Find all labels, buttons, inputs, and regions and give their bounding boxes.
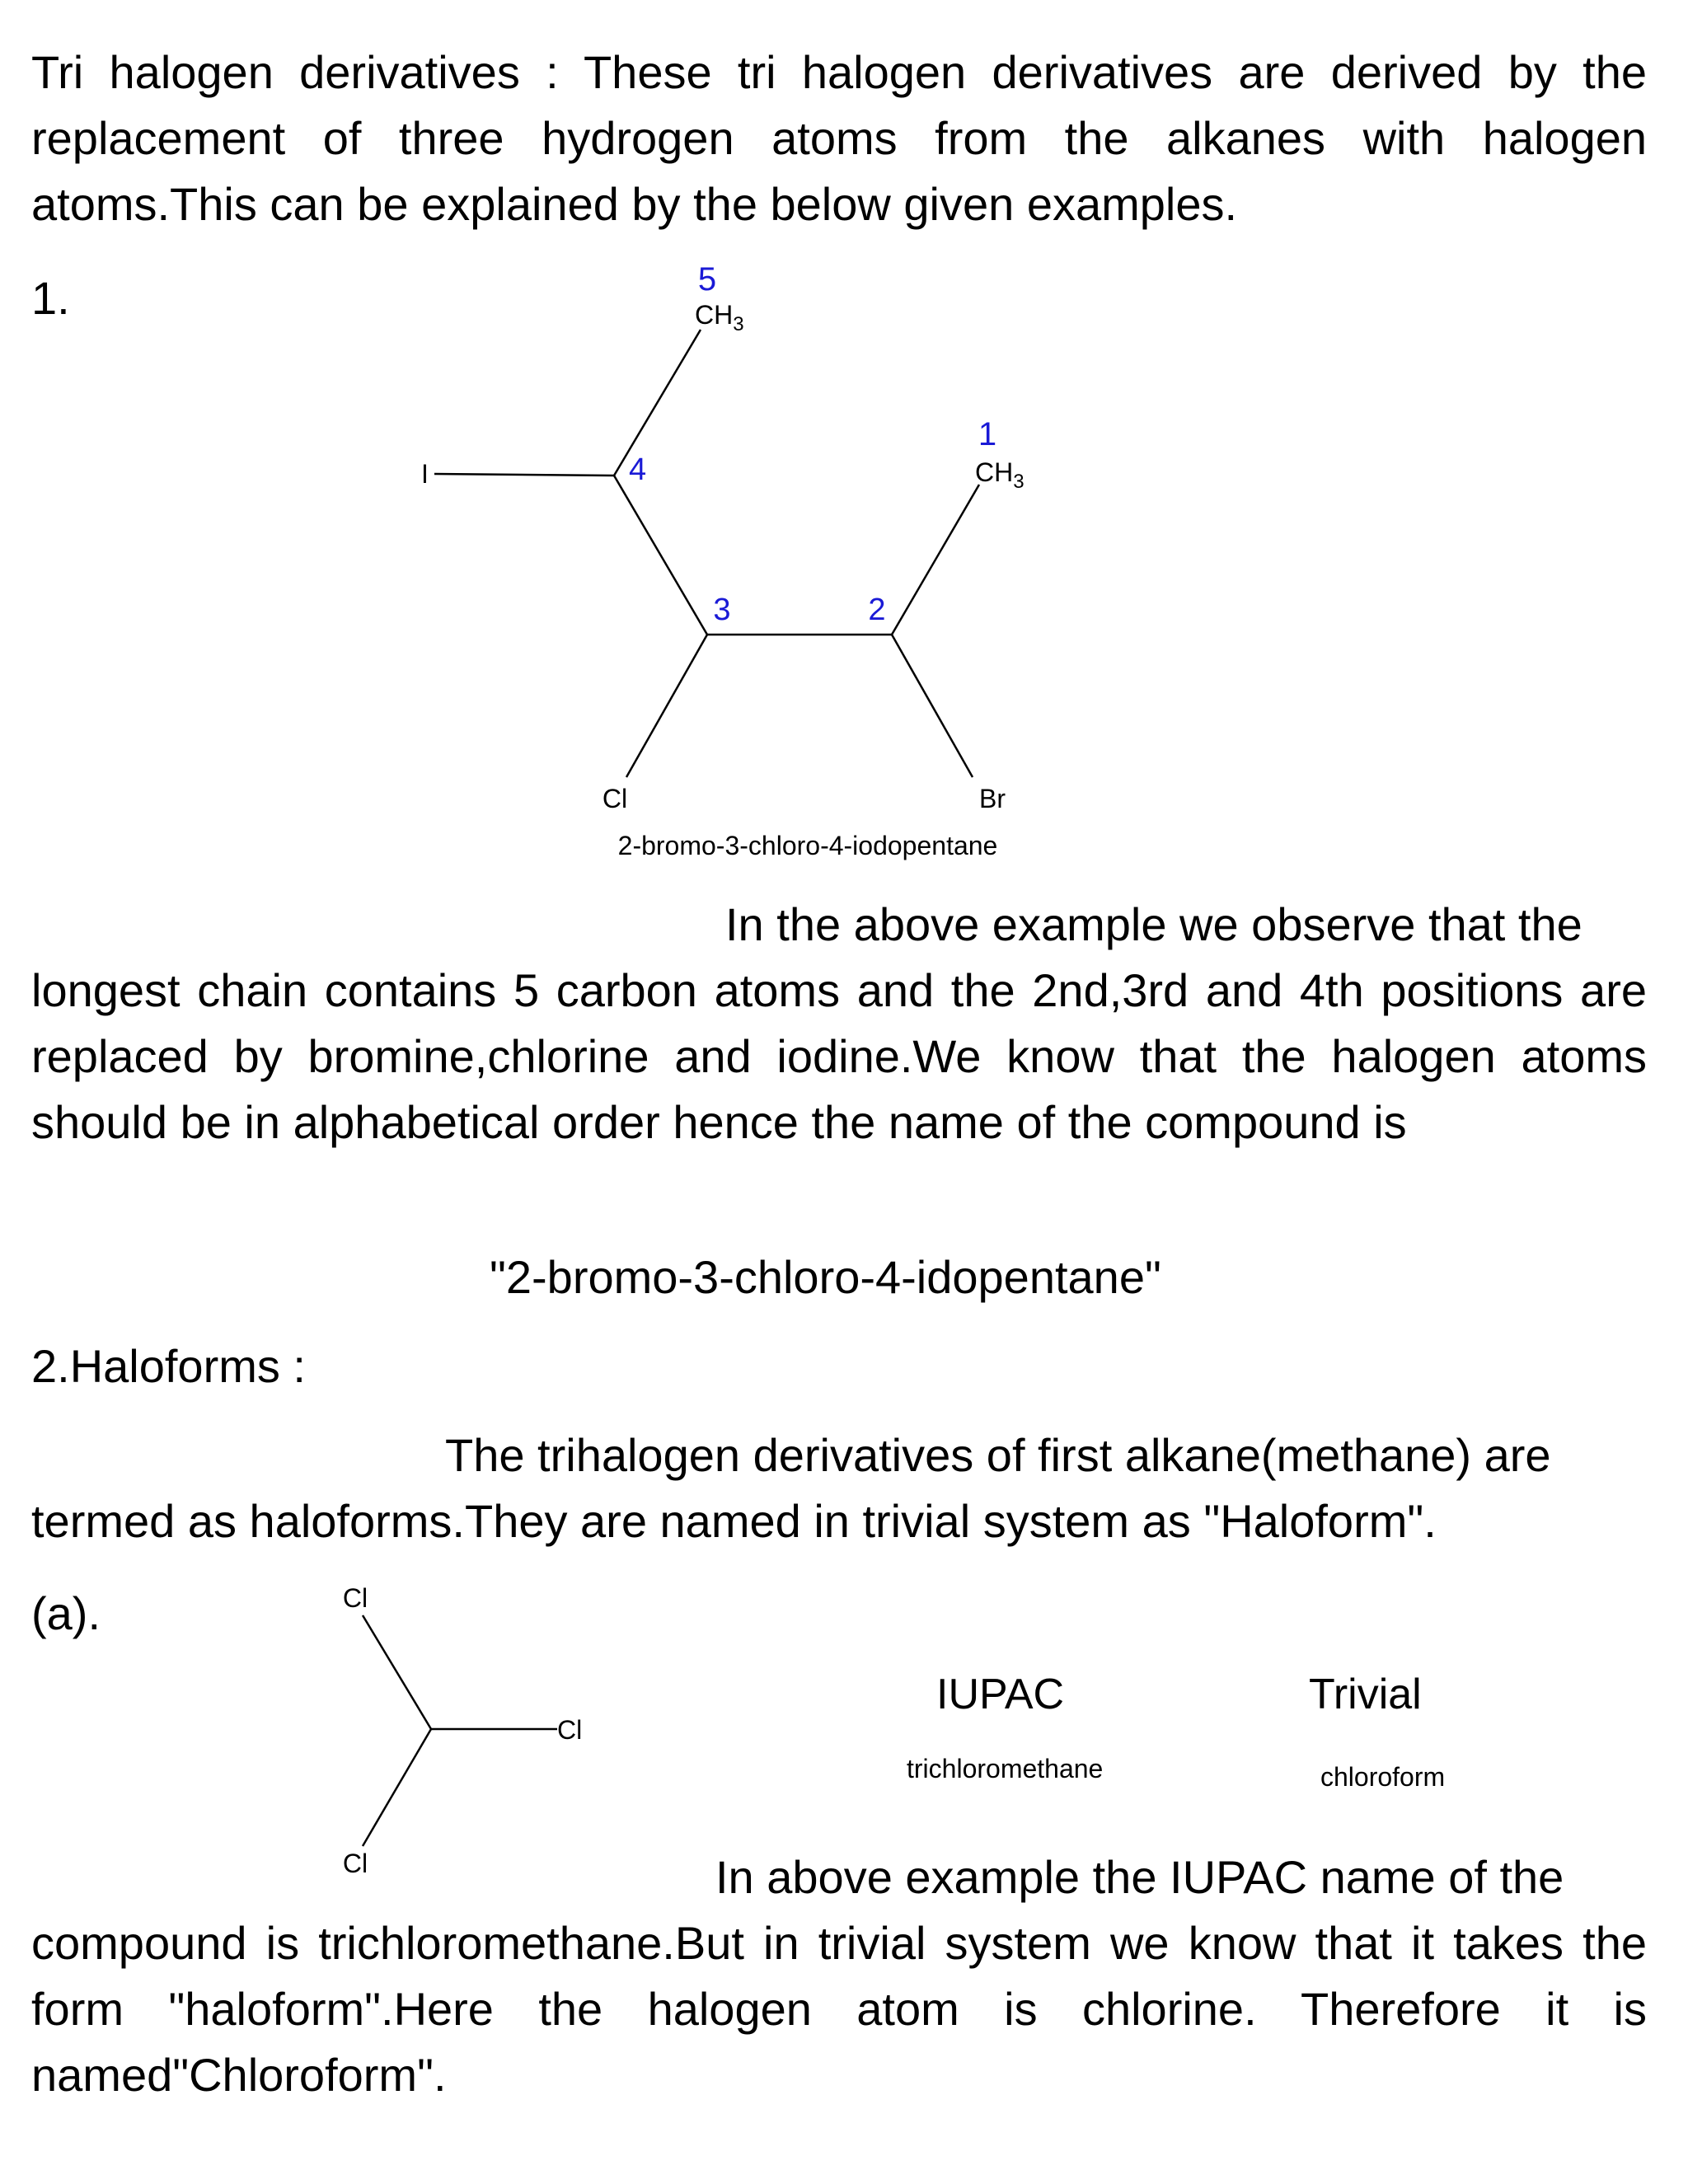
locant-2: 2 [868, 593, 886, 627]
cl-right-label: Cl [557, 1715, 583, 1745]
example-1-explanation-first-line: In the above example we observe that the [725, 898, 1582, 950]
locant-3: 3 [713, 593, 731, 627]
bromine-label: Br [979, 784, 1006, 813]
iupac-name: trichloromethane [907, 1754, 1104, 1783]
quoted-compound-name: "2-bromo-3-chloro-4-idopentane" [490, 1251, 1161, 1303]
example-1-explanation: longest chain contains 5 carbon atoms and the 2nd,3rd and 4th positions are replaced by bromine,chlorine and iodine.We know that the halogen atoms should be in alphabetical order hence the name of the compound is [31, 964, 1647, 1148]
trivial-name: chloroform [1320, 1762, 1446, 1792]
example-1-number: 1. [31, 272, 70, 324]
locant-5: 5 [697, 261, 717, 298]
bond-c-cl-top [363, 1615, 431, 1729]
trivial-header: Trivial [1309, 1671, 1422, 1718]
cl-top-label: Cl [342, 1583, 368, 1613]
example-a-label: (a). [31, 1587, 101, 1639]
haloforms-heading: 2.Haloforms : [31, 1340, 306, 1392]
example-a-explanation: compound is trichloromethane.But in trivial system we know that it takes the form "haloform".Here the halogen atom is chlorine. Therefore it is named"Chloroform". [31, 1917, 1647, 2101]
locant-1: 1 [978, 416, 997, 452]
haloforms-description-first-line: The trihalogen derivatives of first alkane(methane) are [445, 1429, 1551, 1481]
locant-4: 4 [629, 452, 647, 487]
chlorine-label: Cl [602, 784, 628, 813]
iupac-header: IUPAC [936, 1671, 1065, 1718]
compound-name-caption: 2-bromo-3-chloro-4-iodopentane [617, 831, 998, 860]
bond-c-cl-bottom [363, 1729, 431, 1846]
intro-paragraph: Tri halogen derivatives : These tri halogen derivatives are derived by the replacement of three hydrogen atoms from the alkanes with halogen atoms.This can be explained by the below given examples. [31, 46, 1647, 230]
example-a-explanation-first-line: In above example the IUPAC name of the [715, 1851, 1564, 1903]
haloforms-description-second-line: termed as haloforms.They are named in trivial system as "Haloform". [31, 1495, 1437, 1547]
cl-bottom-label: Cl [342, 1849, 368, 1878]
ch3-right-label: $CH_3$ [975, 457, 1025, 493]
iodine-label: I [421, 459, 429, 489]
ch3-top-label: $CH_3$ [695, 300, 744, 335]
